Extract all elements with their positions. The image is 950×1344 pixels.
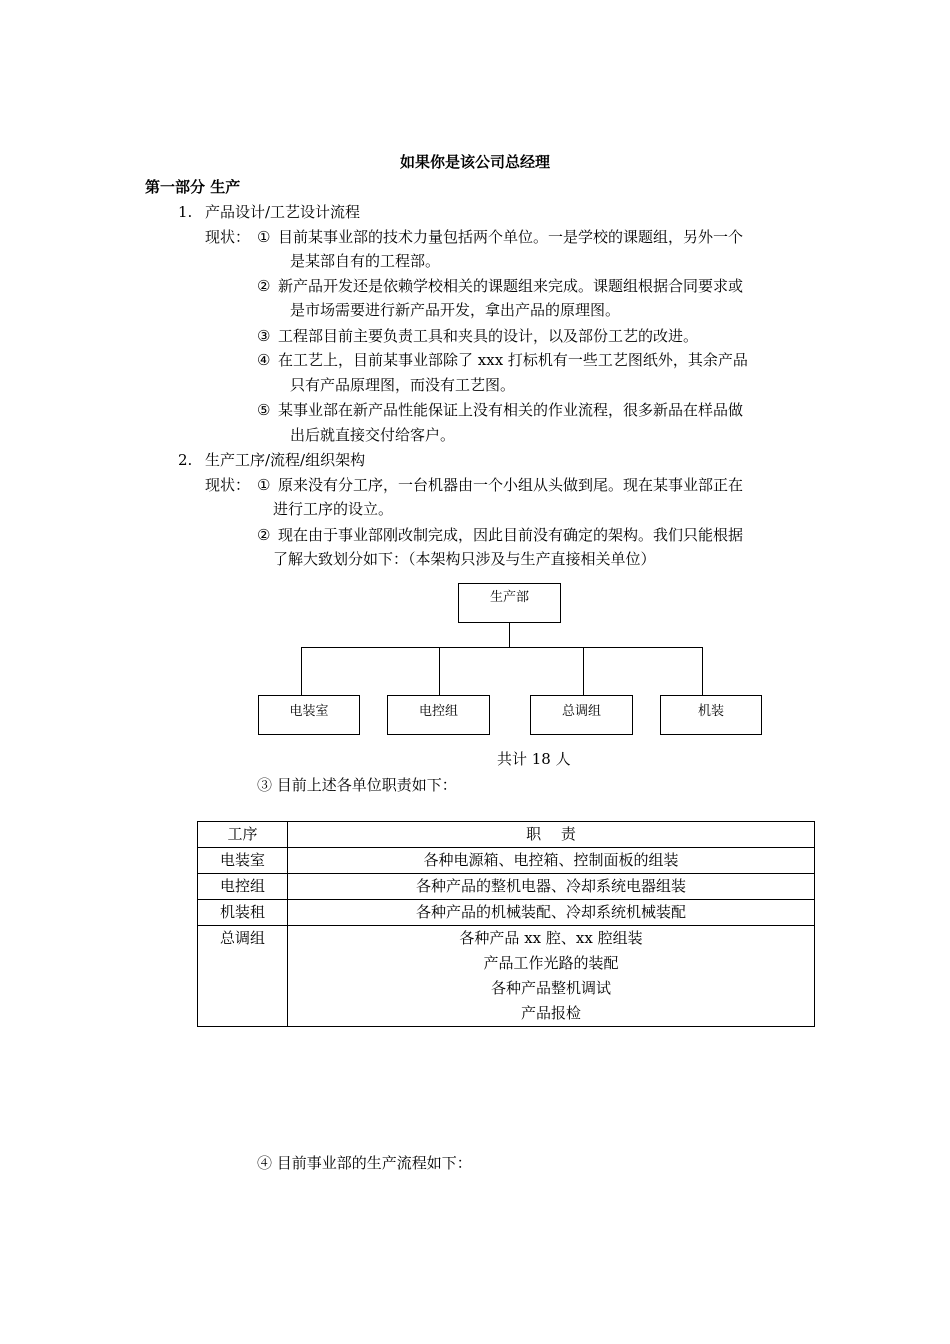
item-text-cont: 了解大致划分如下：（本架构只涉及与生产直接相关单位） (273, 550, 656, 568)
dept-cell: 机装租 (198, 900, 288, 926)
table-header-cell: 工序 (198, 822, 288, 848)
item-heading: ④ 目前事业部的生产流程如下： (257, 1154, 472, 1172)
item-mark: ① (257, 476, 271, 494)
table-row (198, 926, 815, 1027)
org-connector (702, 647, 703, 695)
dept-cell: 电装室 (198, 848, 288, 874)
duty-line: 各种产品 xx 腔、xx 腔组装 (459, 929, 643, 947)
item-text: 在工艺上，目前某事业部除了 xxx 打标机有一些工艺图纸外，其余产品 (278, 351, 748, 369)
org-connector (301, 647, 302, 695)
org-connector (583, 647, 584, 695)
item-text: 原来没有分工序，一台机器由一个小组从头做到尾。现在某事业部正在 (278, 476, 744, 494)
item-text-cont: 进行工序的设立。 (273, 500, 394, 518)
duty-line: 产品工作光路的装配 (483, 954, 619, 972)
dept-cell: 电控组 (198, 874, 288, 900)
org-child-box: 电控组 (387, 695, 490, 735)
org-child-box: 总调组 (530, 695, 633, 735)
item-mark: ② (257, 526, 271, 544)
table-header-row (198, 822, 815, 848)
table-header-cell: 职 责 (288, 822, 815, 848)
item-text-cont: 是市场需要进行新产品开发，拿出产品的原理图。 (290, 301, 621, 319)
item-text: 新产品开发还是依赖学校相关的课题组来完成。课题组根据合同要求或 (278, 277, 744, 295)
item-text: 现在由于事业部刚改制完成，因此目前没有确定的架构。我们只能根据 (278, 526, 744, 544)
section-number: 2. (178, 451, 193, 469)
section-heading: 产品设计/工艺设计流程 (205, 203, 361, 221)
table-row (198, 874, 815, 900)
item-mark: ① (257, 228, 271, 246)
item-text-cont: 出后就直接交付给客户。 (290, 426, 456, 444)
dept-cell: 总调组 (198, 926, 288, 1027)
org-total: 共计 18 人 (497, 750, 571, 768)
item-mark: ③ (257, 327, 271, 345)
duty-line: 产品报检 (520, 1004, 581, 1022)
org-connector (301, 647, 703, 648)
section-heading: 生产工序/流程/组织架构 (205, 451, 366, 469)
part-heading: 第一部分 生产 (145, 178, 241, 196)
duty-cell: 各种产品的机械装配、冷却系统机械装配 (288, 900, 815, 926)
table-row (198, 848, 815, 874)
item-mark: ② (257, 277, 271, 295)
item-mark: ⑤ (257, 401, 271, 419)
duty-line: 各种产品整机调试 (490, 979, 611, 997)
item-text-cont: 是某部自有的工程部。 (290, 252, 441, 270)
duty-table (197, 821, 815, 1027)
item-mark: ④ (257, 351, 271, 369)
org-connector (439, 647, 440, 695)
org-child-box: 机装 (660, 695, 762, 735)
section-number: 1. (178, 203, 193, 221)
duty-cell: 各种产品的整机电器、冷却系统电器组装 (288, 874, 815, 900)
item-text-cont: 只有产品原理图，而没有工艺图。 (290, 376, 516, 394)
org-root-box: 生产部 (458, 583, 561, 623)
item-text: 某事业部在新产品性能保证上没有相关的作业流程，很多新品在样品做 (278, 401, 744, 419)
status-label: 现状： (205, 228, 251, 246)
duty-cell: 各种电源箱、电控箱、控制面板的组装 (288, 848, 815, 874)
item-heading: ③ 目前上述各单位职责如下： (257, 776, 457, 794)
page-title: 如果你是该公司总经理 (399, 153, 550, 171)
item-text: 目前某事业部的技术力量包括两个单位。一是学校的课题组，另外一个 (278, 228, 744, 246)
org-connector (509, 623, 510, 647)
table-row (198, 900, 815, 926)
org-child-box: 电装室 (258, 695, 360, 735)
status-label: 现状： (205, 476, 251, 494)
item-text: 工程部目前主要负责工具和夹具的设计，以及部份工艺的改进。 (278, 327, 699, 345)
duty-cell (288, 926, 815, 1027)
